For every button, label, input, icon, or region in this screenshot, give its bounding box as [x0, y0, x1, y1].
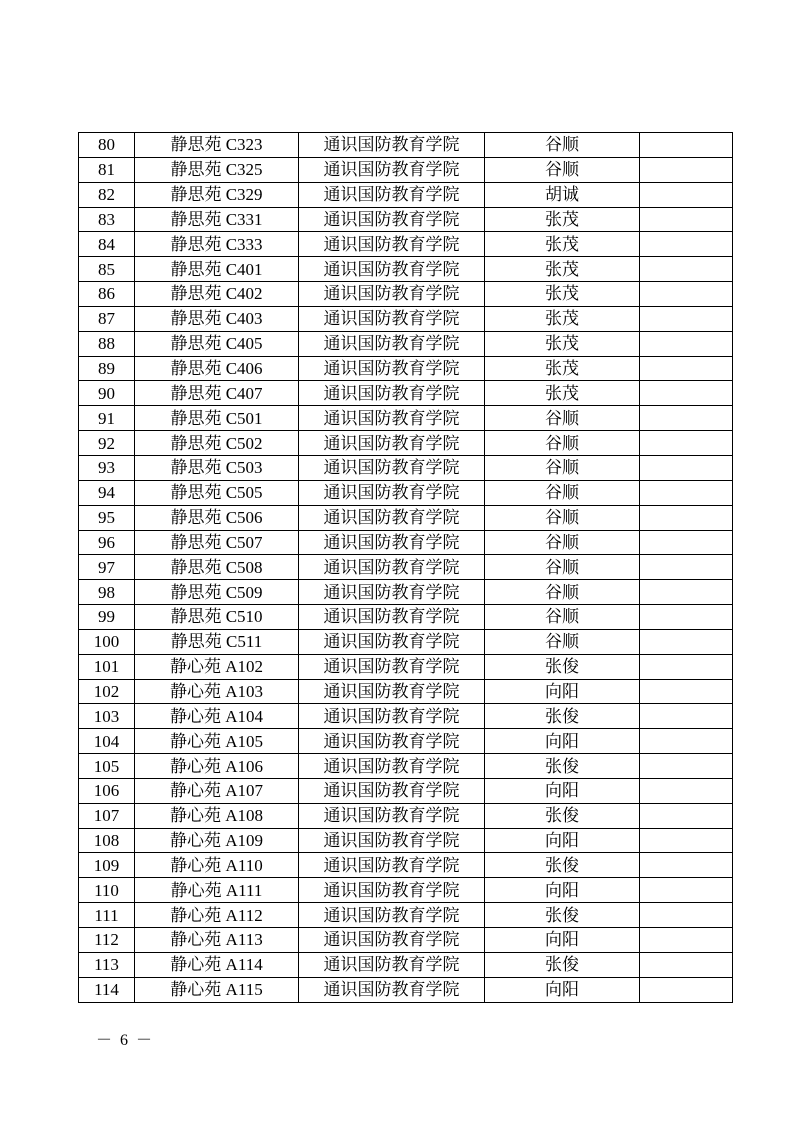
person-cell: 张俊 [485, 952, 640, 977]
room-cell: 静思苑 C403 [135, 306, 299, 331]
row-number-cell: 80 [79, 133, 135, 158]
person-cell: 张俊 [485, 853, 640, 878]
person-cell: 向阳 [485, 679, 640, 704]
table-row [79, 704, 733, 729]
note-cell [640, 828, 733, 853]
table-row [79, 530, 733, 555]
table-row [79, 555, 733, 580]
person-cell: 张俊 [485, 704, 640, 729]
room-cell: 静思苑 C333 [135, 232, 299, 257]
table-row [79, 878, 733, 903]
row-number-cell: 97 [79, 555, 135, 580]
college-cell: 通识国防教育学院 [299, 232, 485, 257]
person-cell: 谷顺 [485, 157, 640, 182]
dormitory-assignment-table [78, 132, 733, 1003]
person-cell: 张俊 [485, 903, 640, 928]
table-row [79, 853, 733, 878]
row-number-cell: 100 [79, 629, 135, 654]
room-cell: 静思苑 C511 [135, 629, 299, 654]
note-cell [640, 729, 733, 754]
note-cell [640, 803, 733, 828]
note-cell [640, 182, 733, 207]
person-cell: 张茂 [485, 257, 640, 282]
college-cell: 通识国防教育学院 [299, 157, 485, 182]
table-row [79, 828, 733, 853]
note-cell [640, 903, 733, 928]
row-number-cell: 91 [79, 406, 135, 431]
college-cell: 通识国防教育学院 [299, 952, 485, 977]
row-number-cell: 87 [79, 306, 135, 331]
row-number-cell: 82 [79, 182, 135, 207]
note-cell [640, 679, 733, 704]
person-cell: 向阳 [485, 828, 640, 853]
room-cell: 静心苑 A105 [135, 729, 299, 754]
college-cell: 通识国防教育学院 [299, 257, 485, 282]
table-row [79, 406, 733, 431]
college-cell: 通识国防教育学院 [299, 282, 485, 307]
room-cell: 静思苑 C402 [135, 282, 299, 307]
room-cell: 静思苑 C501 [135, 406, 299, 431]
college-cell: 通识国防教育学院 [299, 431, 485, 456]
table-row [79, 133, 733, 158]
table-row [79, 629, 733, 654]
row-number-cell: 102 [79, 679, 135, 704]
row-number-cell: 113 [79, 952, 135, 977]
room-cell: 静思苑 C507 [135, 530, 299, 555]
person-cell: 张茂 [485, 306, 640, 331]
college-cell: 通识国防教育学院 [299, 207, 485, 232]
row-number-cell: 96 [79, 530, 135, 555]
table-row [79, 605, 733, 630]
row-number-cell: 81 [79, 157, 135, 182]
row-number-cell: 112 [79, 928, 135, 953]
person-cell: 谷顺 [485, 555, 640, 580]
note-cell [640, 406, 733, 431]
note-cell [640, 257, 733, 282]
row-number-cell: 92 [79, 431, 135, 456]
table-row [79, 356, 733, 381]
person-cell: 张茂 [485, 331, 640, 356]
room-cell: 静思苑 C329 [135, 182, 299, 207]
college-cell: 通识国防教育学院 [299, 133, 485, 158]
row-number-cell: 86 [79, 282, 135, 307]
row-number-cell: 108 [79, 828, 135, 853]
table-row [79, 729, 733, 754]
person-cell: 谷顺 [485, 455, 640, 480]
room-cell: 静思苑 C503 [135, 455, 299, 480]
college-cell: 通识国防教育学院 [299, 778, 485, 803]
note-cell [640, 455, 733, 480]
table-row [79, 331, 733, 356]
person-cell: 张茂 [485, 207, 640, 232]
note-cell [640, 555, 733, 580]
college-cell: 通识国防教育学院 [299, 754, 485, 779]
room-cell: 静思苑 C405 [135, 331, 299, 356]
row-number-cell: 94 [79, 480, 135, 505]
row-number-cell: 88 [79, 331, 135, 356]
note-cell [640, 133, 733, 158]
row-number-cell: 104 [79, 729, 135, 754]
note-cell [640, 952, 733, 977]
room-cell: 静心苑 A107 [135, 778, 299, 803]
college-cell: 通识国防教育学院 [299, 654, 485, 679]
room-cell: 静思苑 C331 [135, 207, 299, 232]
person-cell: 张俊 [485, 803, 640, 828]
table-row [79, 182, 733, 207]
room-cell: 静思苑 C406 [135, 356, 299, 381]
note-cell [640, 282, 733, 307]
table-row [79, 282, 733, 307]
college-cell: 通识国防教育学院 [299, 629, 485, 654]
row-number-cell: 114 [79, 977, 135, 1002]
college-cell: 通识国防教育学院 [299, 977, 485, 1002]
row-number-cell: 95 [79, 505, 135, 530]
page-number: － 6 － [96, 1032, 155, 1049]
person-cell: 谷顺 [485, 431, 640, 456]
person-cell: 向阳 [485, 778, 640, 803]
row-number-cell: 85 [79, 257, 135, 282]
college-cell: 通识国防教育学院 [299, 903, 485, 928]
room-cell: 静心苑 A114 [135, 952, 299, 977]
note-cell [640, 530, 733, 555]
person-cell: 张茂 [485, 356, 640, 381]
row-number-cell: 90 [79, 381, 135, 406]
row-number-cell: 107 [79, 803, 135, 828]
room-cell: 静心苑 A115 [135, 977, 299, 1002]
note-cell [640, 778, 733, 803]
college-cell: 通识国防教育学院 [299, 729, 485, 754]
person-cell: 谷顺 [485, 406, 640, 431]
table-row [79, 754, 733, 779]
room-cell: 静心苑 A103 [135, 679, 299, 704]
college-cell: 通识国防教育学院 [299, 878, 485, 903]
note-cell [640, 928, 733, 953]
room-cell: 静心苑 A109 [135, 828, 299, 853]
note-cell [640, 480, 733, 505]
college-cell: 通识国防教育学院 [299, 679, 485, 704]
row-number-cell: 109 [79, 853, 135, 878]
row-number-cell: 111 [79, 903, 135, 928]
table-row [79, 803, 733, 828]
note-cell [640, 977, 733, 1002]
note-cell [640, 381, 733, 406]
row-number-cell: 83 [79, 207, 135, 232]
row-number-cell: 110 [79, 878, 135, 903]
table-row [79, 903, 733, 928]
college-cell: 通识国防教育学院 [299, 605, 485, 630]
person-cell: 张茂 [485, 282, 640, 307]
person-cell: 谷顺 [485, 480, 640, 505]
note-cell [640, 853, 733, 878]
person-cell: 向阳 [485, 878, 640, 903]
table-row [79, 580, 733, 605]
room-cell: 静思苑 C323 [135, 133, 299, 158]
note-cell [640, 331, 733, 356]
college-cell: 通识国防教育学院 [299, 530, 485, 555]
table-row [79, 381, 733, 406]
room-cell: 静思苑 C401 [135, 257, 299, 282]
person-cell: 谷顺 [485, 629, 640, 654]
row-number-cell: 99 [79, 605, 135, 630]
college-cell: 通识国防教育学院 [299, 406, 485, 431]
room-cell: 静心苑 A112 [135, 903, 299, 928]
note-cell [640, 505, 733, 530]
table-row [79, 480, 733, 505]
note-cell [640, 207, 733, 232]
table-row [79, 778, 733, 803]
table-row [79, 157, 733, 182]
room-cell: 静思苑 C502 [135, 431, 299, 456]
room-cell: 静思苑 C407 [135, 381, 299, 406]
row-number-cell: 101 [79, 654, 135, 679]
college-cell: 通识国防教育学院 [299, 803, 485, 828]
college-cell: 通识国防教育学院 [299, 928, 485, 953]
college-cell: 通识国防教育学院 [299, 331, 485, 356]
table-body [79, 133, 733, 1003]
note-cell [640, 306, 733, 331]
table-row [79, 654, 733, 679]
room-cell: 静思苑 C325 [135, 157, 299, 182]
note-cell [640, 605, 733, 630]
person-cell: 张俊 [485, 654, 640, 679]
note-cell [640, 629, 733, 654]
person-cell: 向阳 [485, 928, 640, 953]
table-row [79, 257, 733, 282]
college-cell: 通识国防教育学院 [299, 580, 485, 605]
college-cell: 通识国防教育学院 [299, 356, 485, 381]
person-cell: 谷顺 [485, 580, 640, 605]
note-cell [640, 654, 733, 679]
person-cell: 张茂 [485, 381, 640, 406]
room-cell: 静心苑 A113 [135, 928, 299, 953]
person-cell: 谷顺 [485, 133, 640, 158]
note-cell [640, 754, 733, 779]
room-cell: 静思苑 C510 [135, 605, 299, 630]
row-number-cell: 105 [79, 754, 135, 779]
table-row [79, 455, 733, 480]
room-cell: 静思苑 C505 [135, 480, 299, 505]
person-cell: 谷顺 [485, 605, 640, 630]
college-cell: 通识国防教育学院 [299, 505, 485, 530]
table-row [79, 232, 733, 257]
room-cell: 静思苑 C509 [135, 580, 299, 605]
person-cell: 张俊 [485, 754, 640, 779]
room-cell: 静心苑 A111 [135, 878, 299, 903]
person-cell: 谷顺 [485, 530, 640, 555]
row-number-cell: 106 [79, 778, 135, 803]
table-row [79, 679, 733, 704]
row-number-cell: 89 [79, 356, 135, 381]
person-cell: 向阳 [485, 729, 640, 754]
row-number-cell: 103 [79, 704, 135, 729]
college-cell: 通识国防教育学院 [299, 853, 485, 878]
college-cell: 通识国防教育学院 [299, 381, 485, 406]
note-cell [640, 878, 733, 903]
table-row [79, 928, 733, 953]
table-row [79, 505, 733, 530]
college-cell: 通识国防教育学院 [299, 306, 485, 331]
room-cell: 静心苑 A104 [135, 704, 299, 729]
table-row [79, 952, 733, 977]
college-cell: 通识国防教育学院 [299, 455, 485, 480]
college-cell: 通识国防教育学院 [299, 182, 485, 207]
college-cell: 通识国防教育学院 [299, 828, 485, 853]
row-number-cell: 98 [79, 580, 135, 605]
room-cell: 静心苑 A110 [135, 853, 299, 878]
room-cell: 静心苑 A108 [135, 803, 299, 828]
note-cell [640, 580, 733, 605]
row-number-cell: 84 [79, 232, 135, 257]
table-row [79, 977, 733, 1002]
room-cell: 静心苑 A102 [135, 654, 299, 679]
person-cell: 胡诚 [485, 182, 640, 207]
college-cell: 通识国防教育学院 [299, 704, 485, 729]
room-cell: 静心苑 A106 [135, 754, 299, 779]
room-cell: 静思苑 C508 [135, 555, 299, 580]
person-cell: 向阳 [485, 977, 640, 1002]
note-cell [640, 431, 733, 456]
college-cell: 通识国防教育学院 [299, 480, 485, 505]
note-cell [640, 704, 733, 729]
note-cell [640, 232, 733, 257]
room-cell: 静思苑 C506 [135, 505, 299, 530]
table-row [79, 431, 733, 456]
note-cell [640, 157, 733, 182]
person-cell: 张茂 [485, 232, 640, 257]
college-cell: 通识国防教育学院 [299, 555, 485, 580]
table-row [79, 306, 733, 331]
row-number-cell: 93 [79, 455, 135, 480]
person-cell: 谷顺 [485, 505, 640, 530]
note-cell [640, 356, 733, 381]
table-row [79, 207, 733, 232]
